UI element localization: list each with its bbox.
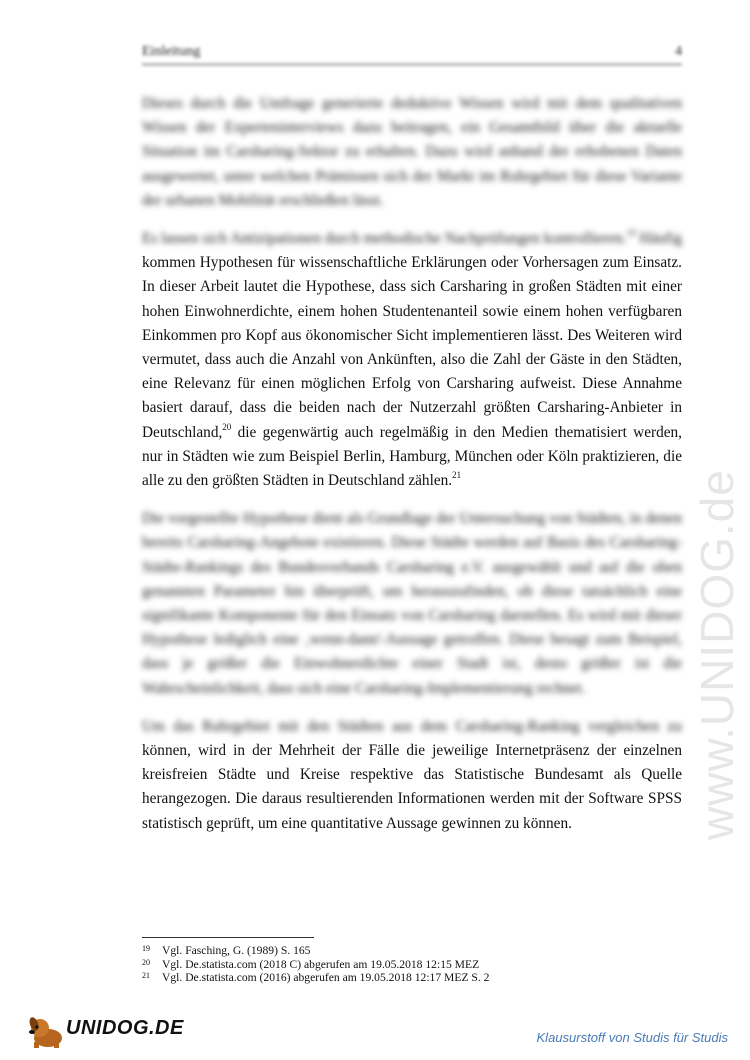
paragraph-2-blurred-tail: Häufig	[639, 230, 682, 248]
footnote-number: 19	[142, 944, 150, 953]
footnote-number: 21	[142, 971, 150, 980]
footnote-text: Vgl. De.statista.com (2016) abgerufen am 19.05.2018 12:17 MEZ S. 2	[162, 971, 490, 984]
paragraph-3: Die vorgestellte Hypothese dient als Grundlage der Untersuchung von Städten, in denen bereits Carsharing-Angebote existieren. Diese Städte werden auf Basis des Carsharing-Städte-Rankings des Bundesverbands Carsharing e.V. ausgewählt und auf die oben genannten Parameter hin überprüft, um herauszufinden, ob diese tatsächlich eine signifikante Komponente für den Einsatz von Carsharing darstellen. Es wird mit dieser Hypothese lediglich eine ‚wenn-dann'-Aussage getroffen. Diese besagt zum Beispiel, dass je größer die Einwohnerdichte einer Stadt ist, desto größer ist die Wahrscheinlichkeit, dass sich eine Carsharing-Implementierung rechnet.	[142, 510, 682, 697]
footnote-text: Vgl. De.statista.com (2018 C) abgerufen am 19.05.2018 12:15 MEZ	[162, 957, 480, 971]
footnote-separator	[142, 937, 314, 938]
paragraph-2	[142, 227, 682, 493]
paragraph-2-text: kommen Hypothesen für wissenschaftliche Erklärungen oder Vorhersagen zum Einsatz. In dieser Arbeit lautet die Hypothese, dass sich Carsharing in großen Städten mit einer hohen Einwohnerdichte, einem hohen Studentenanteil sowie einem hohen verfügbaren Einkommen pro Kopf aus ökonomischer Sicht implementieren lässt. Des Weiteren wird vermutet, dass auch die Anzahl von Ankünften, also die Zahl der Gäste in den Städten, eine Relevanz für einen möglichen Erfolg von Carsharing aufweist. Diese Annahme basiert darauf, dass die beiden nach der Nutzerzahl größten Carsharing-Anbieter in Deutschland,	[142, 254, 682, 441]
footnote-ref-21: 21	[452, 469, 462, 480]
paragraph-2-blurred-start: Es lassen sich Antizipationen durch methodische Nachprüfungen kontrollieren.	[142, 230, 627, 248]
footnote-item	[142, 971, 682, 985]
footnote-ref-19: 19	[626, 227, 636, 238]
footnote-item	[142, 958, 682, 972]
footnote-number: 20	[142, 957, 150, 967]
footnote-item	[142, 944, 682, 958]
paragraph-1: Dieses durch die Umfrage generierte deduktive Wissen wird mit dem qualitativen Wissen der Experteninterviews dazu beitragen, ein Gesamtbild über die aktuelle Situation im Carsharing-Sektor zu erhalten. Dazu wird anhand der erhobenen Daten ausgewertet, unter welchen Prämissen sich der Markt im Ruhrgebiet für diese Variante der urbanen Mobilität erschließen lässt.	[142, 95, 682, 209]
paragraph-4-text: können, wird in der Mehrheit der Fälle die jeweilige Internetpräsenz der einzelnen kreisfreien Städte und Kreise respektive das Statistische Bundesamt als Quelle herangezogen. Die daraus resultierenden Informationen werden mit der Software SPSS statistisch geprüft, um eine quantitative Aussage gewinnen zu können.	[142, 742, 682, 832]
footer-tagline: Klausurstoff von Studis für Studis	[536, 1030, 728, 1045]
page-number: 4	[675, 44, 682, 59]
chapter-title: Einleitung	[142, 44, 201, 59]
footnotes	[142, 944, 682, 985]
footnote-text: Vgl. Fasching, G. (1989) S. 165	[162, 944, 311, 957]
paragraph-2-text-end: die gegenwärtig auch regelmäßig in den Medien thematisiert werden, nur in Städten wie zum Beispiel Berlin, Hamburg, München oder Köln praktizieren, die alle zu den größten Städten in Deutschland zählen.	[142, 423, 682, 490]
watermark: www.UNIDOG.de	[691, 469, 743, 840]
logo-text: UNIDOG.DE	[66, 1017, 184, 1039]
unidog-logo	[26, 1012, 184, 1050]
dog-mascot-icon	[26, 1012, 66, 1050]
body-text	[142, 92, 682, 850]
paragraph-4-blurred-start: Um das Ruhrgebiet mit den Städten aus dem Carsharing-Ranking vergleichen zu	[142, 717, 682, 735]
page-header	[142, 42, 682, 65]
paragraph-4	[142, 715, 682, 836]
footnote-ref-20: 20	[222, 421, 232, 432]
